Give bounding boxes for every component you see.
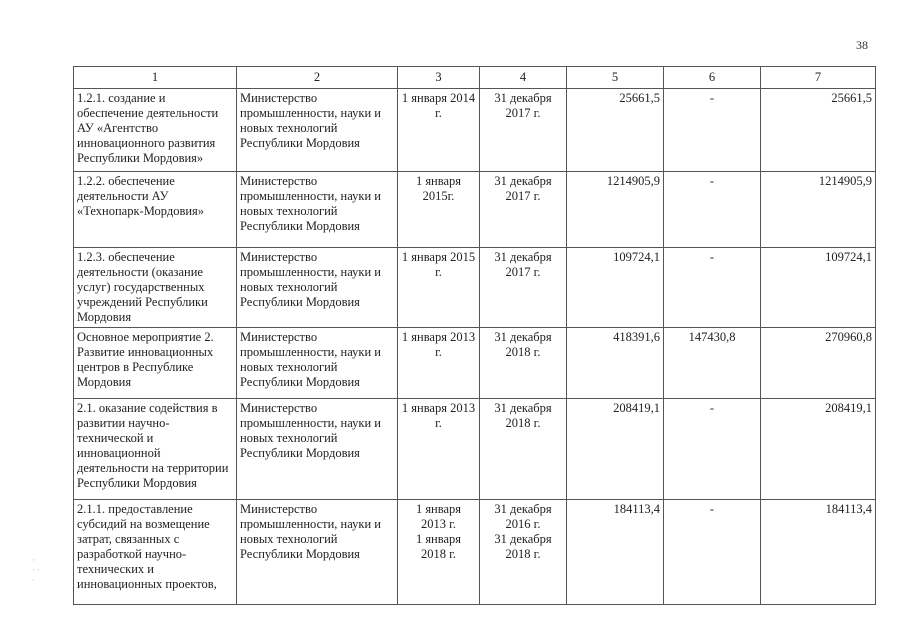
- header-col-7: 7: [761, 67, 876, 89]
- end-date-line: 2018 г.: [505, 547, 541, 561]
- row-start-date: 1 января 2013 г.: [398, 328, 480, 399]
- row-col7: 1214905,9: [761, 172, 876, 248]
- row-col7: 184113,4: [761, 500, 876, 605]
- start-date-line: 1 января: [415, 532, 462, 546]
- end-date-line: 31 декабря: [494, 532, 552, 546]
- row-start-date: 1 января 2014 г.: [398, 89, 480, 172]
- table-row: [74, 399, 876, 500]
- row-col6: -: [664, 500, 761, 605]
- end-date-line: 2016 г.: [505, 517, 541, 531]
- start-date-line: 2013 г.: [421, 517, 456, 531]
- row-start-date: [398, 500, 480, 605]
- row-col6: -: [664, 89, 761, 172]
- row-start-date: 1 января 2015г.: [398, 172, 480, 248]
- row-col7: 208419,1: [761, 399, 876, 500]
- table-row: [74, 328, 876, 399]
- row-col6: -: [664, 172, 761, 248]
- row-end-date: 31 декабря 2017 г.: [480, 248, 567, 328]
- header-col-4: 4: [480, 67, 567, 89]
- header-col-2: 2: [237, 67, 398, 89]
- row-col7: 270960,8: [761, 328, 876, 399]
- header-col-6: 6: [664, 67, 761, 89]
- row-total: 25661,5: [567, 89, 664, 172]
- row-end-date: 31 декабря 2018 г.: [480, 328, 567, 399]
- table-row: [74, 172, 876, 248]
- row-name: Основное мероприятие 2. Развитие инновационных центров в Республике Мордовия: [74, 328, 237, 399]
- row-executor: Министерство промышленности, науки и новых технологий Республики Мордовия: [237, 328, 398, 399]
- row-executor: Министерство промышленности, науки и новых технологий Республики Мордовия: [237, 500, 398, 605]
- header-col-3: 3: [398, 67, 480, 89]
- row-name: 1.2.2. обеспечение деятельности АУ «Технопарк-Мордовия»: [74, 172, 237, 248]
- row-col7: 109724,1: [761, 248, 876, 328]
- scan-margin-marks: · · · ·: [32, 555, 41, 585]
- row-total: 208419,1: [567, 399, 664, 500]
- start-date-line: 1 января: [415, 502, 462, 516]
- row-name: 1.2.1. создание и обеспечение деятельности АУ «Агентство инновационного развития Республики Мордовия»: [74, 89, 237, 172]
- row-name: 2.1.1. предоставление субсидий на возмещение затрат, связанных с разработкой научно-технических и инновационных проектов,: [74, 500, 237, 605]
- row-col6: -: [664, 248, 761, 328]
- table-row: [74, 500, 876, 605]
- row-total: 1214905,9: [567, 172, 664, 248]
- row-executor: Министерство промышленности, науки и новых технологий Республики Мордовия: [237, 248, 398, 328]
- row-col6: -: [664, 399, 761, 500]
- row-start-date: 1 января 2013 г.: [398, 399, 480, 500]
- row-start-date: 1 января 2015 г.: [398, 248, 480, 328]
- end-date-line: 31 декабря: [494, 502, 552, 516]
- row-total: 184113,4: [567, 500, 664, 605]
- table-row: [74, 89, 876, 172]
- row-executor: Министерство промышленности, науки и новых технологий Республики Мордовия: [237, 89, 398, 172]
- row-name: 1.2.3. обеспечение деятельности (оказание услуг) государственных учреждений Республики Мордовия: [74, 248, 237, 328]
- row-col7: 25661,5: [761, 89, 876, 172]
- start-date-line: 2018 г.: [421, 547, 456, 561]
- header-col-1: 1: [74, 67, 237, 89]
- row-col6: 147430,8: [664, 328, 761, 399]
- header-col-5: 5: [567, 67, 664, 89]
- row-end-date: 31 декабря 2017 г.: [480, 172, 567, 248]
- program-table: [73, 66, 876, 605]
- table-row: [74, 248, 876, 328]
- row-end-date: [480, 500, 567, 605]
- row-name: 2.1. оказание содействия в развитии научно-технической и инновационной деятельности на территории Республики Мордовия: [74, 399, 237, 500]
- row-executor: Министерство промышленности, науки и новых технологий Республики Мордовия: [237, 172, 398, 248]
- row-total: 109724,1: [567, 248, 664, 328]
- table-header-row: [74, 67, 876, 89]
- row-end-date: 31 декабря 2018 г.: [480, 399, 567, 500]
- page-number: 38: [856, 38, 868, 52]
- row-total: 418391,6: [567, 328, 664, 399]
- row-end-date: 31 декабря 2017 г.: [480, 89, 567, 172]
- row-executor: Министерство промышленности, науки и новых технологий Республики Мордовия: [237, 399, 398, 500]
